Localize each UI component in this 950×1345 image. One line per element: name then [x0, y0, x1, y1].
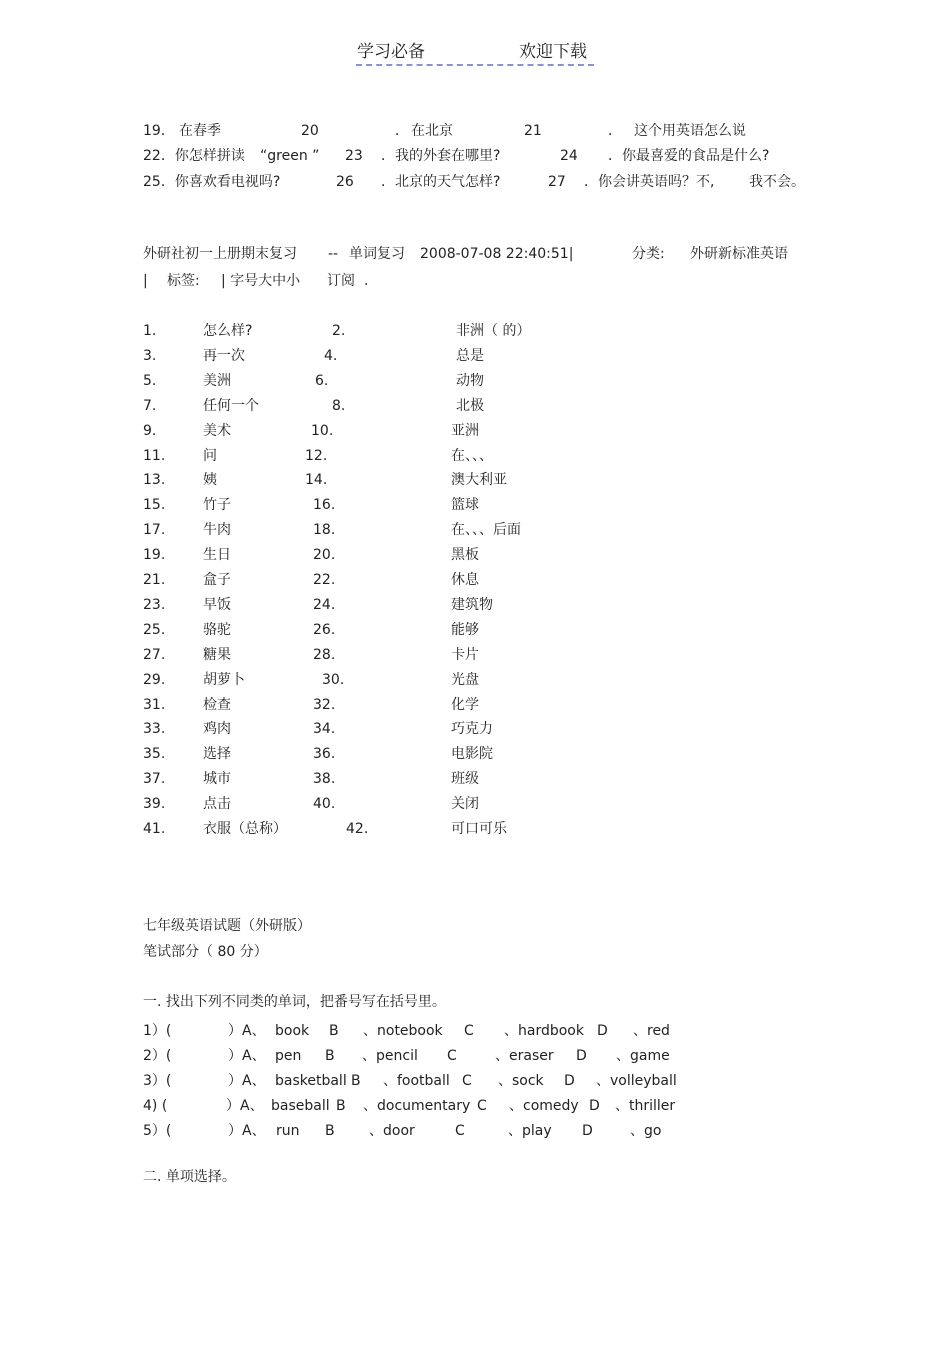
exam-question-row — [0, 1021, 950, 1041]
exam-q-cw: 、comedy — [509, 1098, 579, 1114]
blog-datetime: 2008-07-08 22:40:51| — [420, 246, 574, 262]
exam-q-bw: 、door — [369, 1123, 415, 1139]
vocab-word-b: 能够 — [451, 622, 479, 638]
vocab-row — [0, 645, 950, 665]
vocab-num-a: 5. — [143, 373, 157, 389]
vocab-num-b: 2. — [332, 323, 346, 339]
vocab-num-b: 10. — [311, 423, 334, 439]
vocab-row — [0, 769, 950, 789]
vocab-word-b: 总是 — [456, 348, 484, 364]
vocab-word-a: 盒子 — [203, 572, 231, 588]
vocab-num-b: 26. — [313, 622, 336, 638]
phrase-26-num: 26 — [336, 174, 354, 190]
exam-section-1: 一. 找出下列不同类的单词，把番号写在括号里。 — [143, 994, 446, 1010]
vocab-num-b: 38. — [313, 771, 336, 787]
vocab-num-a: 39. — [143, 796, 166, 812]
exam-q-dw: 、game — [616, 1048, 670, 1064]
exam-q-num: 3）( — [143, 1073, 172, 1089]
blog-tag-label: 标签: — [167, 273, 200, 289]
exam-q-c: C — [455, 1123, 465, 1139]
vocab-num-a: 7. — [143, 398, 157, 414]
header-right: 欢迎下载 — [519, 42, 587, 62]
vocab-row — [0, 495, 950, 515]
exam-q-c: C — [462, 1073, 472, 1089]
phrase-27-text-b: 我不会。 — [749, 174, 805, 190]
phrase-26-text: ．北京的天气怎样? — [381, 174, 501, 190]
vocab-num-a: 27. — [143, 647, 166, 663]
vocab-row — [0, 719, 950, 739]
vocab-word-a: 怎么样? — [203, 323, 253, 339]
vocab-num-b: 36. — [313, 746, 336, 762]
vocab-row — [0, 421, 950, 441]
exam-question-row — [0, 1121, 950, 1141]
exam-q-a: pen — [275, 1048, 302, 1064]
exam-q-c: C — [464, 1023, 474, 1039]
phrase-23-text: ．我的外套在哪里? — [381, 148, 501, 164]
exam-q-dw: 、thriller — [615, 1098, 676, 1114]
blog-end: . — [364, 273, 369, 289]
vocab-word-a: 美术 — [203, 423, 231, 439]
exam-q-bw: 、notebook — [363, 1023, 443, 1039]
vocab-word-b: 关闭 — [451, 796, 479, 812]
vocab-num-b: 4. — [324, 348, 338, 364]
vocab-num-a: 25. — [143, 622, 166, 638]
exam-q-num: 4) ( — [143, 1098, 168, 1114]
phrase-21-dot: ． — [608, 123, 622, 139]
vocab-word-b: 黑板 — [451, 547, 479, 563]
vocab-num-b: 24. — [313, 597, 336, 613]
exam-q-num: 1）( — [143, 1023, 172, 1039]
phrase-21-text: 这个用英语怎么说 — [634, 123, 746, 139]
vocab-word-a: 胡萝卜 — [203, 672, 245, 688]
vocab-num-a: 37. — [143, 771, 166, 787]
vocab-word-a: 美洲 — [203, 373, 231, 389]
vocab-word-a: 牛肉 — [203, 522, 231, 538]
vocab-row — [0, 545, 950, 565]
vocab-num-b: 28. — [313, 647, 336, 663]
vocab-num-a: 35. — [143, 746, 166, 762]
vocab-word-a: 任何一个 — [203, 398, 259, 414]
phrase-22: 22．你怎样拼读 — [143, 148, 245, 164]
vocab-row — [0, 620, 950, 640]
vocab-row — [0, 595, 950, 615]
vocab-row — [0, 396, 950, 416]
vocab-word-a: 竹子 — [203, 497, 231, 513]
vocab-row — [0, 670, 950, 690]
vocab-num-a: 9. — [143, 423, 157, 439]
phrase-20-text: 在北京 — [411, 123, 453, 139]
vocab-num-b: 16. — [313, 497, 336, 513]
vocab-num-b: 14. — [305, 472, 328, 488]
phrase-23-num: 23 — [345, 148, 363, 164]
vocab-word-a: 衣服（总称） — [203, 821, 287, 837]
exam-q-close: ）A、 — [228, 1048, 266, 1064]
phrase-22-quote: “green ” — [260, 148, 320, 164]
vocab-word-b: 光盘 — [451, 672, 479, 688]
vocab-word-b: 建筑物 — [451, 597, 493, 613]
exam-q-cw: 、sock — [498, 1073, 544, 1089]
vocab-word-b: 巧克力 — [451, 721, 493, 737]
exam-q-close: ）A、 — [226, 1098, 264, 1114]
vocab-num-a: 17. — [143, 522, 166, 538]
blog-bar: | — [143, 273, 148, 289]
exam-q-b: B — [329, 1023, 339, 1039]
vocab-word-b: 非洲（ 的） — [456, 323, 531, 339]
exam-q-bw: 、pencil — [362, 1048, 418, 1064]
vocab-word-b: 在、、、后面 — [451, 522, 521, 538]
blog-title: 外研社初一上册期末复习 — [143, 246, 297, 262]
header-left: 学习必备 — [357, 42, 425, 62]
exam-q-num: 2）( — [143, 1048, 172, 1064]
vocab-row — [0, 371, 950, 391]
exam-q-dw: 、go — [630, 1123, 662, 1139]
blog-subtitle: 单词复习 — [349, 246, 405, 262]
exam-q-close: ）A、 — [228, 1023, 266, 1039]
vocab-word-b: 电影院 — [451, 746, 493, 762]
vocab-row — [0, 794, 950, 814]
vocab-word-a: 问 — [203, 448, 217, 464]
exam-q-c: C — [477, 1098, 487, 1114]
vocab-num-b: 6. — [315, 373, 329, 389]
phrase-19-num: 19． — [143, 123, 175, 139]
exam-q-cw: 、eraser — [495, 1048, 554, 1064]
vocab-num-b: 18. — [313, 522, 336, 538]
exam-q-close: ）A、 — [228, 1073, 266, 1089]
vocab-row — [0, 695, 950, 715]
vocab-num-b: 20. — [313, 547, 336, 563]
exam-q-d: D — [597, 1023, 608, 1039]
vocab-row — [0, 744, 950, 764]
exam-q-d: D — [582, 1123, 593, 1139]
vocab-num-b: 8. — [332, 398, 346, 414]
blog-sep: -- — [328, 246, 339, 262]
exam-q-num: 5）( — [143, 1123, 172, 1139]
vocab-word-a: 点击 — [203, 796, 231, 812]
exam-question-row — [0, 1071, 950, 1091]
exam-title: 七年级英语试题（外研版） — [143, 918, 311, 934]
vocab-num-a: 13. — [143, 472, 166, 488]
exam-q-d: D — [589, 1098, 600, 1114]
phrase-20-dot: ． — [395, 123, 409, 139]
phrase-19-text: 在春季 — [179, 123, 221, 139]
vocab-num-a: 21. — [143, 572, 166, 588]
vocab-word-b: 化学 — [451, 697, 479, 713]
vocab-row — [0, 446, 950, 466]
vocab-word-b: 动物 — [456, 373, 484, 389]
vocab-num-b: 40. — [313, 796, 336, 812]
exam-q-a: run — [276, 1123, 300, 1139]
vocab-row — [0, 520, 950, 540]
exam-q-a: book — [275, 1023, 310, 1039]
exam-q-b: B — [351, 1073, 361, 1089]
vocab-num-a: 23. — [143, 597, 166, 613]
vocab-word-a: 骆驼 — [203, 622, 231, 638]
vocab-word-a: 生日 — [203, 547, 231, 563]
exam-q-cw: 、play — [508, 1123, 552, 1139]
vocab-row — [0, 470, 950, 490]
exam-q-d: D — [564, 1073, 575, 1089]
vocab-word-a: 姨 — [203, 472, 217, 488]
vocab-word-b: 班级 — [451, 771, 479, 787]
blog-category[interactable]: 外研新标准英语 — [690, 246, 788, 262]
phrase-24-text: ．你最喜爱的食品是什么? — [608, 148, 770, 164]
exam-q-b: B — [336, 1098, 346, 1114]
vocab-word-b: 北极 — [456, 398, 484, 414]
vocab-row — [0, 570, 950, 590]
vocab-row — [0, 819, 950, 839]
exam-q-b: B — [325, 1123, 335, 1139]
phrase-21-num: 21 — [524, 123, 542, 139]
exam-q-d: D — [576, 1048, 587, 1064]
exam-section-2: 二. 单项选择。 — [143, 1169, 236, 1185]
vocab-num-a: 11. — [143, 448, 166, 464]
vocab-num-a: 15. — [143, 497, 166, 513]
exam-q-a: basketball — [275, 1073, 347, 1089]
vocab-word-a: 检查 — [203, 697, 231, 713]
blog-font-size[interactable]: | 字号大中小 — [221, 273, 301, 289]
phrase-25: 25．你喜欢看电视吗? — [143, 174, 281, 190]
vocab-num-a: 29. — [143, 672, 166, 688]
vocab-row — [0, 346, 950, 366]
exam-q-a: baseball — [271, 1098, 330, 1114]
exam-q-cw: 、hardbook — [504, 1023, 584, 1039]
exam-q-b: B — [325, 1048, 335, 1064]
vocab-num-b: 30. — [322, 672, 345, 688]
exam-q-bw: 、football — [383, 1073, 450, 1089]
vocab-word-b: 在、、、 — [451, 448, 493, 464]
phrase-27-text: ．你会讲英语吗？不, — [584, 174, 715, 190]
vocab-word-b: 可口可乐 — [451, 821, 507, 837]
vocab-num-b: 42. — [346, 821, 369, 837]
vocab-word-b: 休息 — [451, 572, 479, 588]
blog-subscribe[interactable]: 订阅 — [327, 273, 355, 289]
exam-q-bw: 、documentary — [363, 1098, 471, 1114]
vocab-num-a: 33. — [143, 721, 166, 737]
vocab-num-a: 3. — [143, 348, 157, 364]
exam-q-dw: 、red — [633, 1023, 670, 1039]
vocab-num-b: 34. — [313, 721, 336, 737]
phrase-24-num: 24 — [560, 148, 578, 164]
vocab-word-a: 糖果 — [203, 647, 231, 663]
exam-q-dw: 、volleyball — [596, 1073, 677, 1089]
blog-category-label: 分类: — [632, 246, 665, 262]
exam-q-c: C — [447, 1048, 457, 1064]
vocab-num-a: 31. — [143, 697, 166, 713]
vocab-word-b: 卡片 — [451, 647, 479, 663]
exam-written: 笔试部分（ 80 分） — [143, 944, 268, 960]
vocab-word-a: 城市 — [203, 771, 231, 787]
vocab-word-b: 澳大利亚 — [451, 472, 507, 488]
vocab-num-a: 1. — [143, 323, 157, 339]
vocab-num-a: 41. — [143, 821, 166, 837]
vocab-num-b: 22. — [313, 572, 336, 588]
vocab-row — [0, 321, 950, 341]
exam-q-close: ）A、 — [228, 1123, 266, 1139]
vocab-num-a: 19. — [143, 547, 166, 563]
vocab-word-b: 亚洲 — [451, 423, 479, 439]
vocab-word-a: 早饭 — [203, 597, 231, 613]
vocab-word-b: 篮球 — [451, 497, 479, 513]
vocab-word-a: 再一次 — [203, 348, 245, 364]
vocab-num-b: 12. — [305, 448, 328, 464]
vocab-word-a: 鸡肉 — [203, 721, 231, 737]
phrase-20-num: 20 — [301, 123, 319, 139]
vocab-word-a: 选择 — [203, 746, 231, 762]
header-underline — [356, 64, 594, 66]
phrase-27-num: 27 — [548, 174, 566, 190]
exam-question-row — [0, 1096, 950, 1116]
exam-question-row — [0, 1046, 950, 1066]
vocab-num-b: 32. — [313, 697, 336, 713]
